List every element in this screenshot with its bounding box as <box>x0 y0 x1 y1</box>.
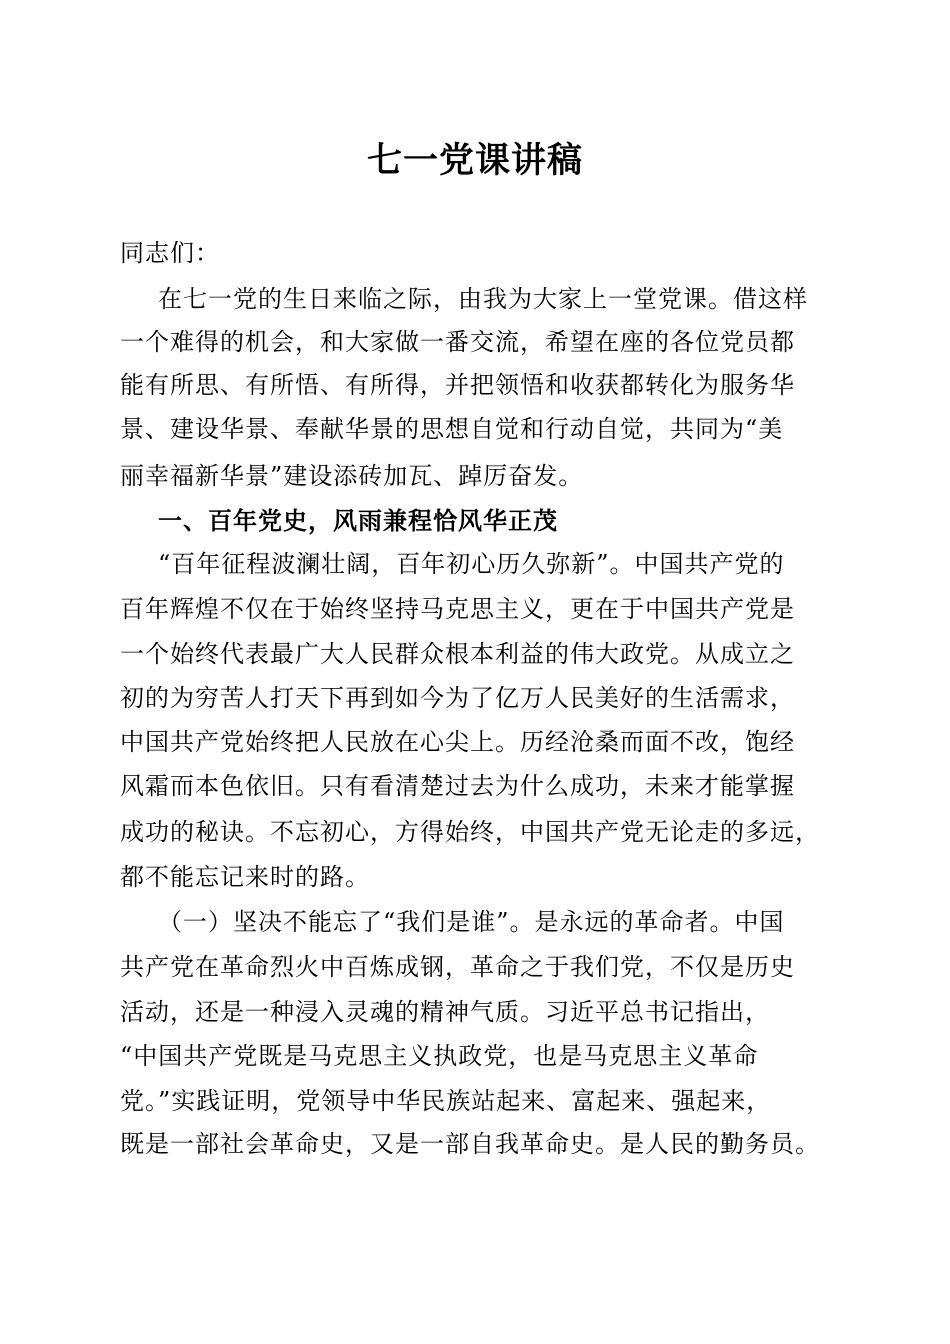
paragraph-line: 都不能忘记来时的路。 <box>120 863 370 891</box>
paragraph-line: “中国共产党既是马克思主义执政党，也是马克思主义革命 <box>120 1042 759 1070</box>
paragraph-line: 活动，还是一种浸入灵魂的精神气质。习近平总书记指出， <box>120 998 770 1026</box>
salutation: 同志们： <box>120 239 220 267</box>
paragraph-line: 成功的秘诀。不忘初心，方得始终，中国共产党无论走的多远， <box>120 818 820 846</box>
paragraph-line: 初的为穷苦人打天下再到如今为了亿万人民美好的生活需求， <box>120 684 795 712</box>
paragraph-line: 既是一部社会革命史，又是一部自我革命史。是人民的勤务员。 <box>120 1130 820 1158</box>
paragraph-line: 党。”实践证明，党领导中华民族站起来、富起来、强起来， <box>120 1087 772 1115</box>
paragraph-line: 丽幸福新华景”建设添砖加瓦、踔厉奋发。 <box>120 462 584 490</box>
page-title: 七一党课讲稿 <box>366 140 583 181</box>
paragraph-line: （一）坚决不能忘了“我们是谁”。是永远的革命者。中国 <box>158 908 785 936</box>
paragraph-line: 中国共产党始终把人民放在心尖上。历经沧桑而面不改，饱经 <box>120 728 795 756</box>
paragraph-line: 景、建设华景、奉献华景的思想自觉和行动自觉，共同为“美 <box>120 415 784 443</box>
paragraph-line: “百年征程波澜壮阔，百年初心历久弥新”。中国共产党的 <box>158 550 785 578</box>
section-heading: 一、百年党史，风雨兼程恰风华正茂 <box>158 507 558 535</box>
paragraph-line: 在七一党的生日来临之际，由我为大家上一堂党课。借这样 <box>158 285 808 313</box>
paragraph-line: 风霜而本色依旧。只有看清楚过去为什么成功，未来才能掌握 <box>120 772 795 800</box>
paragraph-line: 一个始终代表最广大人民群众根本利益的伟大政党。从成立之 <box>120 640 795 668</box>
paragraph-line: 能有所思、有所悟、有所得，并把领悟和收获都转化为服务华 <box>120 371 795 399</box>
paragraph-line: 一个难得的机会，和大家做一番交流，希望在座的各位党员都 <box>120 328 795 356</box>
paragraph-line: 共产党在革命烈火中百炼成钢，革命之于我们党，不仅是历史 <box>120 953 795 981</box>
paragraph-line: 百年辉煌不仅在于始终坚持马克思主义，更在于中国共产党是 <box>120 595 795 623</box>
